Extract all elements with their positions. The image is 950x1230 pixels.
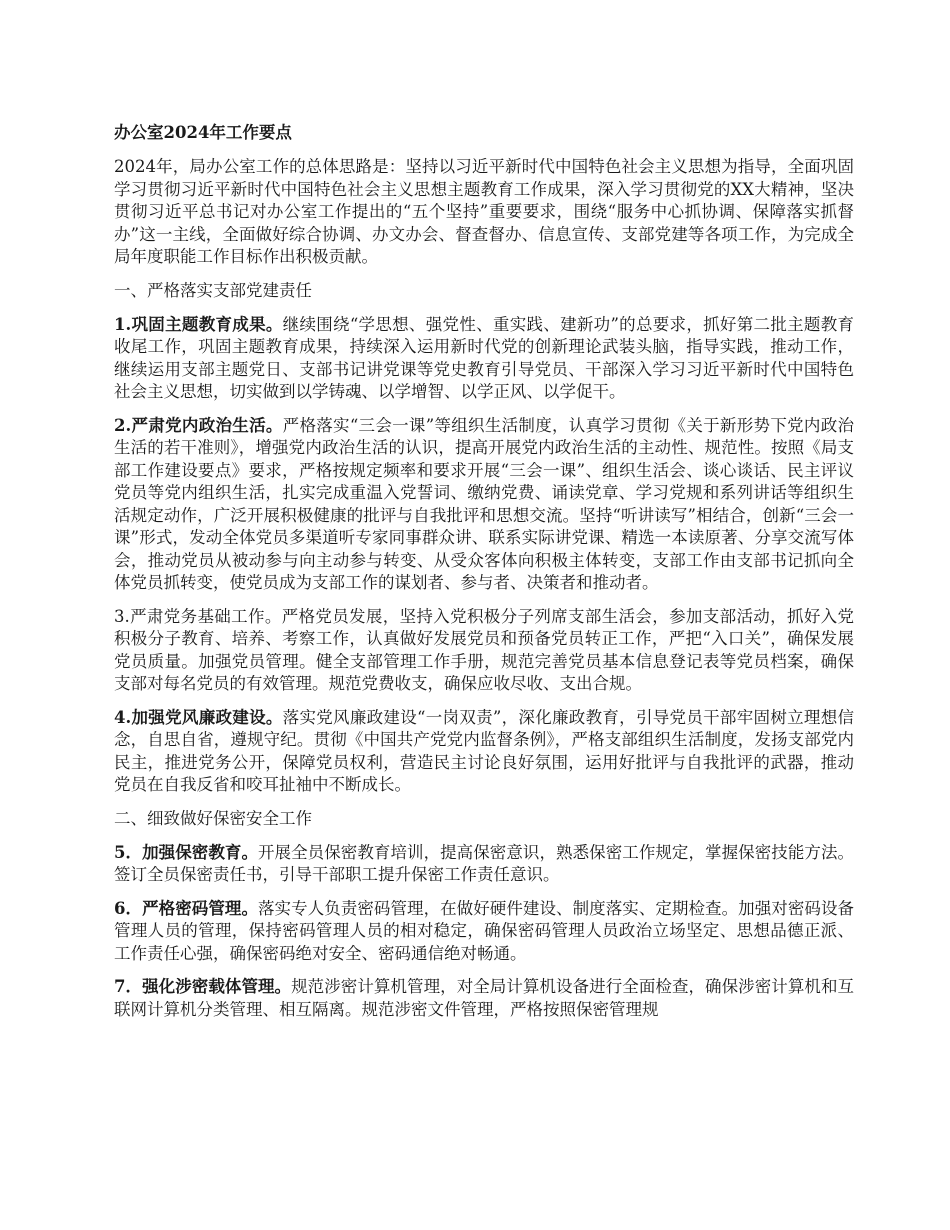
document-page xyxy=(114,122,854,1032)
item-paragraph xyxy=(114,606,854,696)
item-paragraph xyxy=(114,415,854,595)
intro-paragraph: 2024年，局办公室工作的总体思路是：坚持以习近平新时代中国特色社会主义思想为指导，全面巩固学习贯彻习近平新时代中国特色社会主义思想主题教育工作成果，深入学习贯彻党的XX大精神，坚决贯彻习近平总书记对办公室工作提出的“五个坚持”重要要求，围绕“服务中心抓协调、保障落实抓督办”这一主线，全面做好综合协调、办文办会、督查督办、信息宣传、支部党建等各项工作，为完成全局年度职能工作目标作出积极贡献。 xyxy=(114,157,854,266)
item-lead: 3.严肃党务基础工作。 xyxy=(114,606,282,626)
item-lead: 1.巩固主题教育成果。 xyxy=(114,314,283,334)
item-lead: 2.严肃党内政治生活。 xyxy=(114,415,283,435)
item-lead: 7．强化涉密载体管理。 xyxy=(114,977,292,996)
item-text: 落实党风廉政建设“一岗双责”，深化廉政教育，引导党员干部牢固树立理想信念，自思自省，遵规守纪。贯彻《中国共产党党内监督条例》，严格支部组织生活制度，发扬支部党内民主，推进党务公开，保障党员权利，营造民主讨论良好氛围，运用好批评与自我批评的武器，推动党员在自我反省和咬耳扯袖中不断成长。 xyxy=(114,707,854,794)
section-heading-security: 二、细致做好保密安全工作 xyxy=(114,808,312,828)
section-heading-party-building: 一、严格落实支部党建责任 xyxy=(114,280,312,300)
item-paragraph xyxy=(114,842,854,887)
item-paragraph xyxy=(114,976,854,1021)
item-text: 规范涉密计算机管理，对全局计算机设备进行全面检查，确保涉密计算机和互联网计算机分类管理、相互隔离。规范涉密文件管理，严格按照保密管理规 xyxy=(114,977,855,1019)
item-lead: 5．加强保密教育。 xyxy=(114,842,258,862)
item-text: 严格落实“三会一课”等组织生活制度，认真学习贯彻《关于新形势下党内政治生活的若干准则》，增强党内政治生活的认识，提高开展党内政治生活的主动性、规范性。按照《局支部工作建设要点》要求，严格按规定频率和要求开展“三会一课”、组织生活会、谈心谈话、民主评议党员等党内组织生活，扎实完成重温入党誓词、缴纳党费、诵读党章、学习党规和系列讲话等组织生活规定动作，广泛开展积极健康的批评与自我批评和思想交流。坚持“听讲读写”相结合，创新“三会一课”形式，发动全体党员多渠道听专家同事群众讲、联系实际讲党课、精选一本读原著、分享交流写体会，推动党员从被动参与向主动参与转变、从受众客体向积极主体转变，支部工作由支部书记抓向全体党员抓转变，使党员成为支部工作的谋划者、参与者、决策者和推动者。 xyxy=(114,415,854,592)
item-text: 落实专人负责密码管理，在做好硬件建设、制度落实、定期检查。加强对密码设备管理人员的管理，保持密码管理人员的相对稳定，确保密码管理人员政治立场坚定、思想品德正派、工作责任心强，确保密码绝对安全、密码通信绝对畅通。 xyxy=(114,898,855,963)
item-lead: 4.加强党风廉政建设。 xyxy=(114,707,283,727)
item-text: 继续围绕“学思想、强党性、重实践、建新功”的总要求，抓好第二批主题教育收尾工作，巩固主题教育成果，持续深入运用新时代党的创新理论武装头脑，指导实践，推动工作，继续运用支部主题党日、支部书记讲党课等党史教育引导党员、干部深入学习习近平新时代中国特色社会主义思想，切实做到以学铸魂、以学增智、以学正风、以学促干。 xyxy=(114,314,854,401)
item-paragraph xyxy=(114,707,854,797)
item-lead: 6．严格密码管理。 xyxy=(114,898,258,918)
item-paragraph xyxy=(114,898,854,966)
document-title: 办公室2024年工作要点 xyxy=(114,123,292,142)
item-text: 开展全员保密教育培训，提高保密意识，熟悉保密工作规定，掌握保密技能方法。签订全员保密责任书，引导干部职工提升保密工作责任意识。 xyxy=(114,842,855,884)
item-text: 严格党员发展，坚持入党积极分子列席支部生活会，参加支部活动，抓好入党积极分子教育、培养、考察工作，认真做好发展党员和预备党员转正工作，严把“入口关”，确保发展党员质量。加强党员管理。健全支部管理工作手册，规范完善党员基本信息登记表等党员档案，确保支部对每名党员的有效管理。规范党费收支，确保应收尽收、支出合规。 xyxy=(114,606,855,693)
item-paragraph xyxy=(114,314,854,404)
